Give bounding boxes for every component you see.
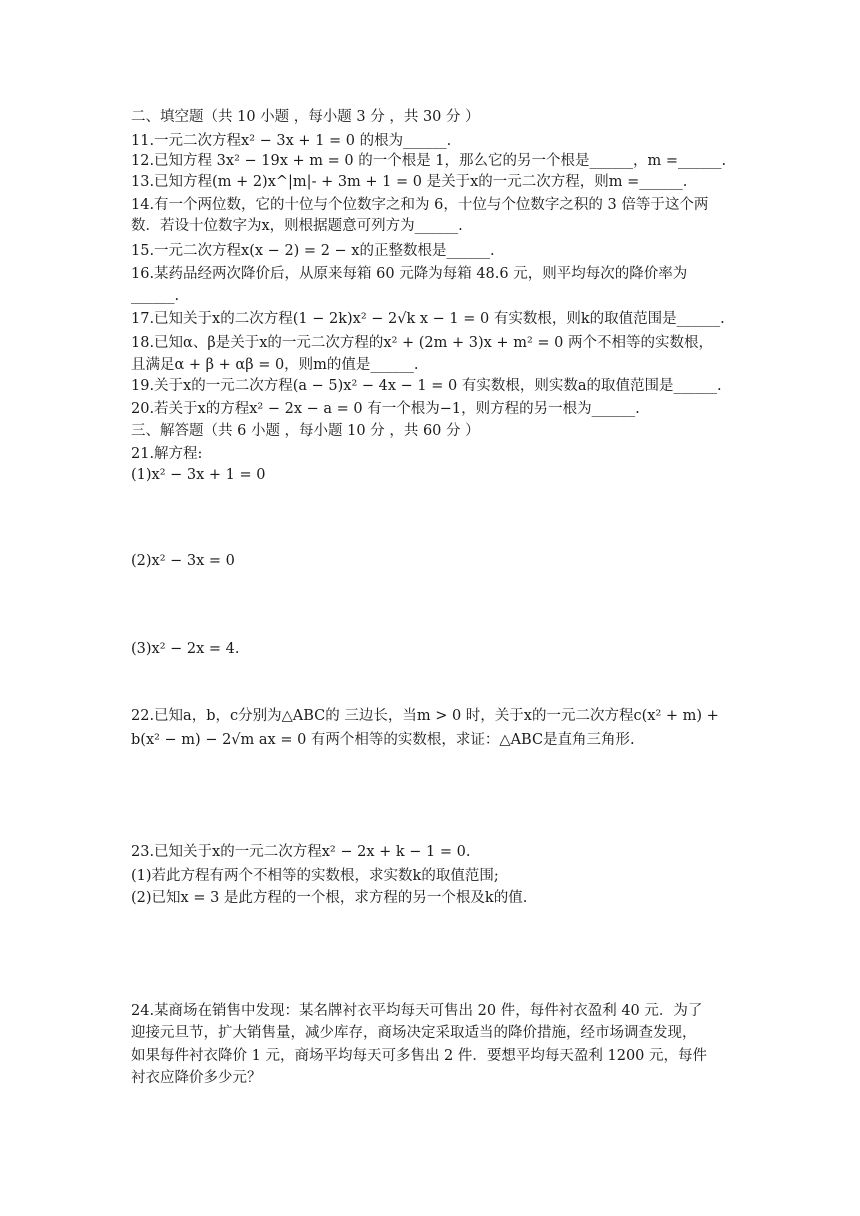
question-15: 15.一元二次方程x(x − 2) = 2 − x的正整数根是______. [131,243,495,259]
question-21-title: 21.解方程: [131,446,203,462]
question-23-part-1: (1)若此方程有两个不相等的实数根，求实数k的取值范围; [131,868,499,884]
question-23-title: 23.已知关于x的一元二次方程x² − 2x + k − 1 = 0. [131,844,471,860]
question-16-line-2: ______. [131,288,180,304]
question-20: 20.若关于x的方程x² − 2x − a = 0 有一个根为−1，则方程的另一根为______. [131,401,640,417]
question-12: 12.已知方程 3x² − 19x + m = 0 的一个根是 1，那么它的另一个根是______，m =______. [131,153,727,169]
question-21-part-3: (3)x² − 2x = 4. [131,641,240,657]
question-11: 11.一元二次方程x² − 3x + 1 = 0 的根为______. [131,133,452,149]
question-24-line-1: 24.某商场在销售中发现：某名牌衬衣平均每天可售出 20 件，每件衬衣盈利 40 元．为了 [131,1003,703,1019]
question-16-line-1: 16.某药品经两次降价后，从原来每箱 60 元降为每箱 48.6 元，则平均每次的降价率为 [131,266,688,282]
question-24-line-4: 衬衣应降价多少元？ [131,1070,262,1086]
question-22-line-1: 22.已知a，b，c分别为△ABC的 三边长，当m > 0 时，关于x的一元二次方程c(x² + m) + [131,708,719,724]
question-22-line-2: b(x² − m) − 2√m ax = 0 有两个相等的实数根，求证：△ABC是直角三角形. [131,732,635,748]
question-14-line-1: 14.有一个两位数，它的十位与个位数字之和为 6，十位与个位数字之积的 3 倍等于这个两 [131,197,709,213]
question-17: 17.已知关于x的二次方程(1 − 2k)x² − 2√k x − 1 = 0 有实数根，则k的取值范围是______. [131,311,725,327]
question-19: 19.关于x的一元二次方程(a − 5)x² − 4x − 1 = 0 有实数根，则实数a的取值范围是______. [131,378,722,394]
section-3-heading: 三、解答题（共 6 小题 ，每小题 10 分 ，共 60 分 ） [131,423,480,439]
question-24-line-2: 迎接元旦节，扩大销售量，减少库存，商场决定采取适当的降价措施，经市场调查发现， [131,1025,697,1041]
question-24-line-3: 如果每件衬衣降价 1 元，商场平均每天可多售出 2 件．要想平均每天盈利 1200 元，每件 [131,1048,708,1064]
question-13: 13.已知方程(m + 2)x^|m|- + 3m + 1 = 0 是关于x的一元二次方程，则m =______. [131,174,688,190]
question-18-line-1: 18.已知α、β是关于x的一元二次方程的x² + (2m + 3)x + m² = 0 两个不相等的实数根， [131,335,713,351]
section-2-heading: 二、填空题（共 10 小题 ，每小题 3 分 ，共 30 分 ） [131,109,480,125]
question-18-line-2: 且满足α + β + αβ = 0，则m的值是______. [131,357,419,373]
question-21-part-2: (2)x² − 3x = 0 [131,553,235,569]
question-23-part-2: (2)已知x = 3 是此方程的一个根，求方程的另一个根及k的值. [131,890,528,906]
question-14-line-2: 数．若设十位数字为x，则根据题意可列方为______. [131,218,463,234]
question-21-part-1: (1)x² − 3x + 1 = 0 [131,467,266,483]
